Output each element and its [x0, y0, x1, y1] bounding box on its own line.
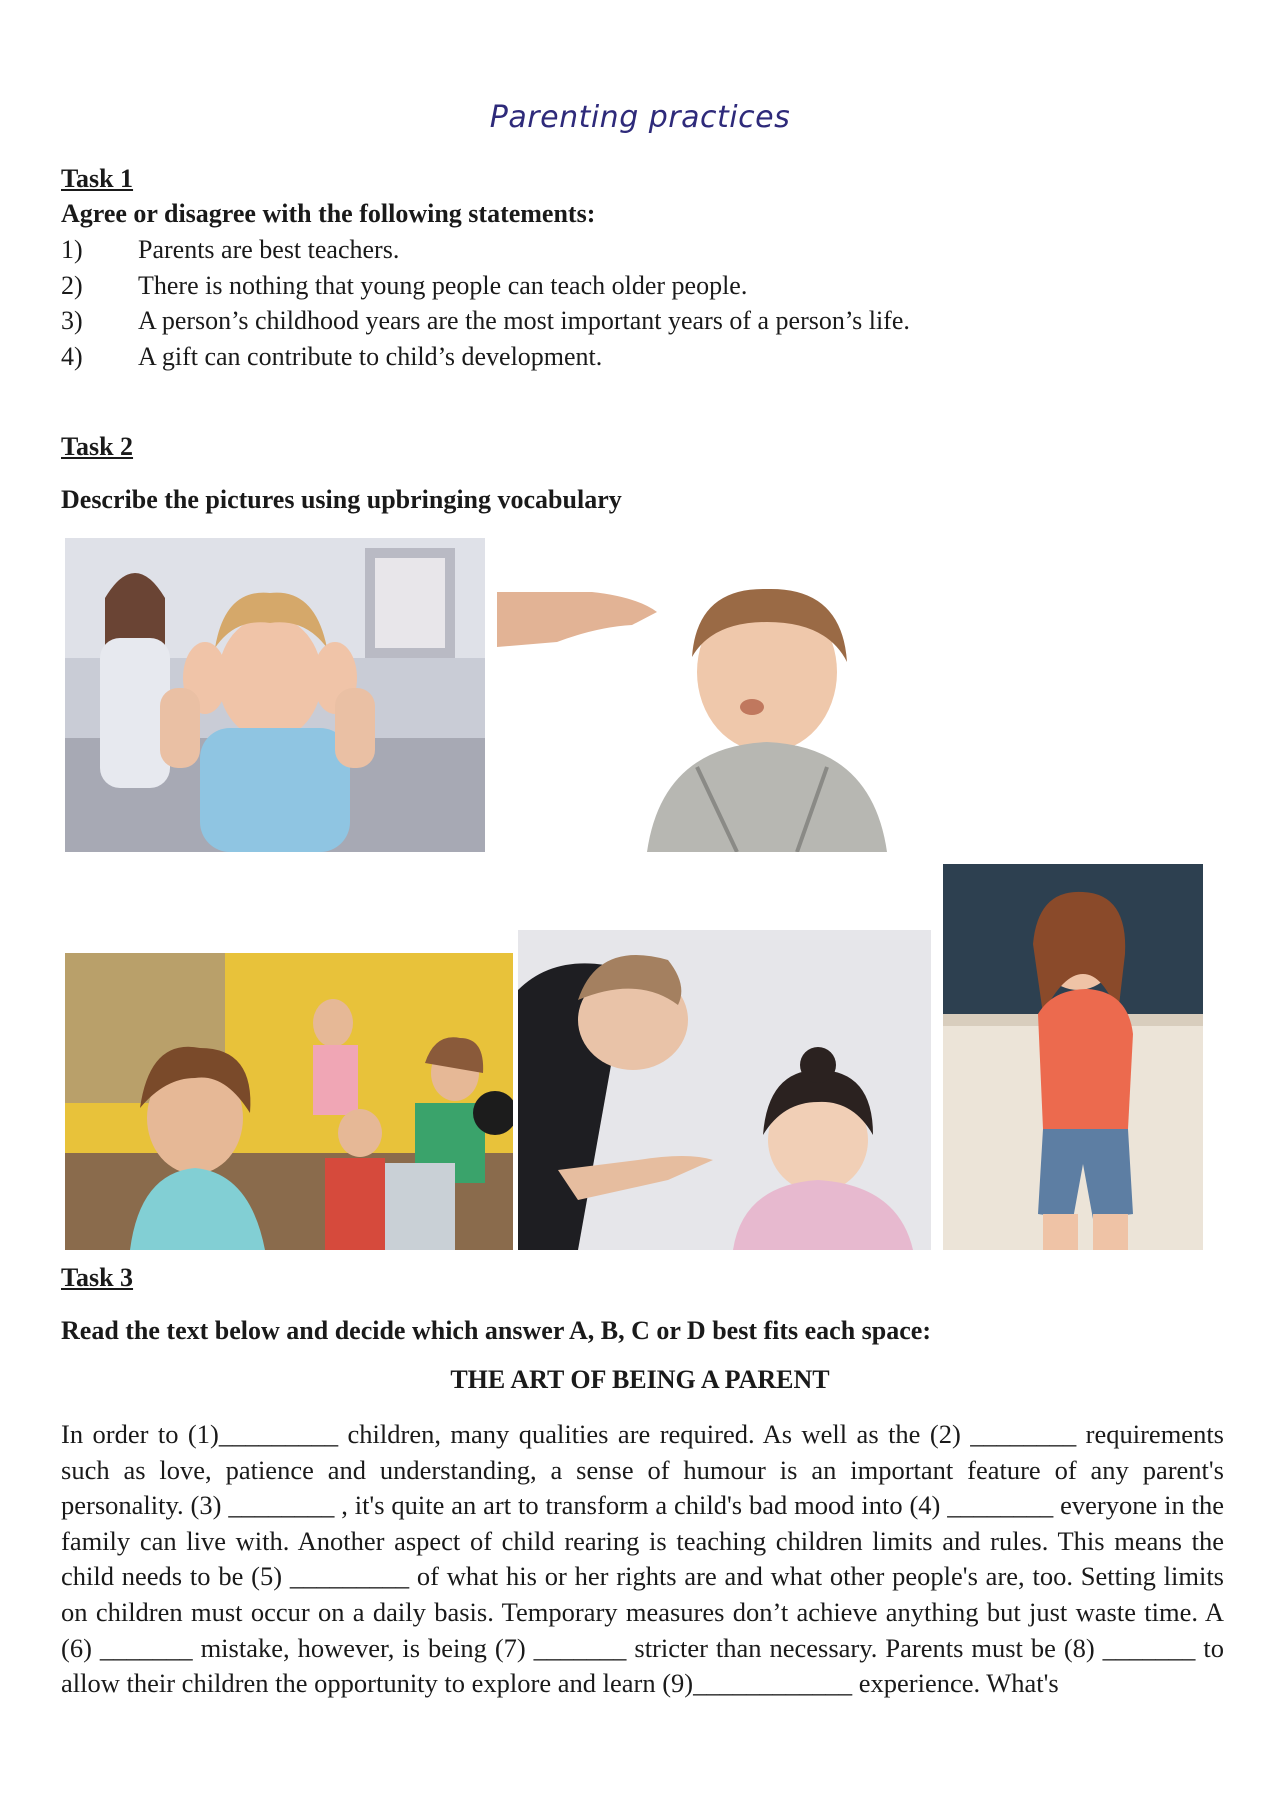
- photo-girl-in-corner: [943, 864, 1203, 1250]
- task1-heading: Task 1: [61, 164, 134, 193]
- list-item: [61, 303, 910, 339]
- cloze-paragraph: In order to (1)_________ children, many qualities are required. As well as the (2) ________ requirements such as love, patience and understanding, a sense of humour is an important feature of any parent's personality. (3) ________ , it's quite an art to transform a child's bad mood into (4) ________ everyone in the family can live with. Another aspect of child rearing is teaching children limits and rules. This means the child needs to be (5) _________ of what his or her rights are and what other people's are, too. Setting limits on children must occur on a daily basis. Temporary measures don’t achieve anything but just waste time. A (6) _______ mistake, however, is being (7) _______ stricter than necessary. Parents must be (8) _______ to allow their children the opportunity to explore and learn (9)____________ experience. What's: [61, 1419, 1224, 1699]
- photo-stressed-mother: [65, 953, 513, 1250]
- statement-list: [61, 232, 910, 374]
- item-number: 4): [61, 341, 83, 371]
- text-title: THE ART OF BEING A PARENT: [450, 1365, 830, 1394]
- page-title: Parenting practices: [489, 100, 791, 135]
- list-item: [61, 232, 910, 268]
- photo-woman-scolding-girl: [518, 930, 931, 1250]
- item-number: 3): [61, 306, 83, 335]
- task3-heading: Task 3: [61, 1263, 134, 1292]
- item-text: There is nothing that young people can teach older people.: [138, 270, 748, 300]
- item-number: 1): [61, 235, 83, 264]
- item-text: A person’s childhood years are the most important years of a person’s life.: [138, 306, 910, 335]
- task1-instruction: Agree or disagree with the following statements:: [61, 199, 596, 228]
- item-text: A gift can contribute to child’s development.: [138, 341, 603, 371]
- photo-boy-covering-ears: [65, 538, 485, 852]
- item-text: Parents are best teachers.: [138, 235, 400, 264]
- list-item: [61, 339, 910, 375]
- task3-instruction: Read the text below and decide which answer A, B, C or D best fits each space:: [61, 1316, 931, 1345]
- item-number: 2): [61, 270, 83, 300]
- photo-boy-pointed-at: [497, 567, 947, 852]
- task2-instruction: Describe the pictures using upbringing vocabulary: [61, 485, 622, 514]
- task2-heading: Task 2: [61, 432, 134, 461]
- list-item: [61, 268, 910, 304]
